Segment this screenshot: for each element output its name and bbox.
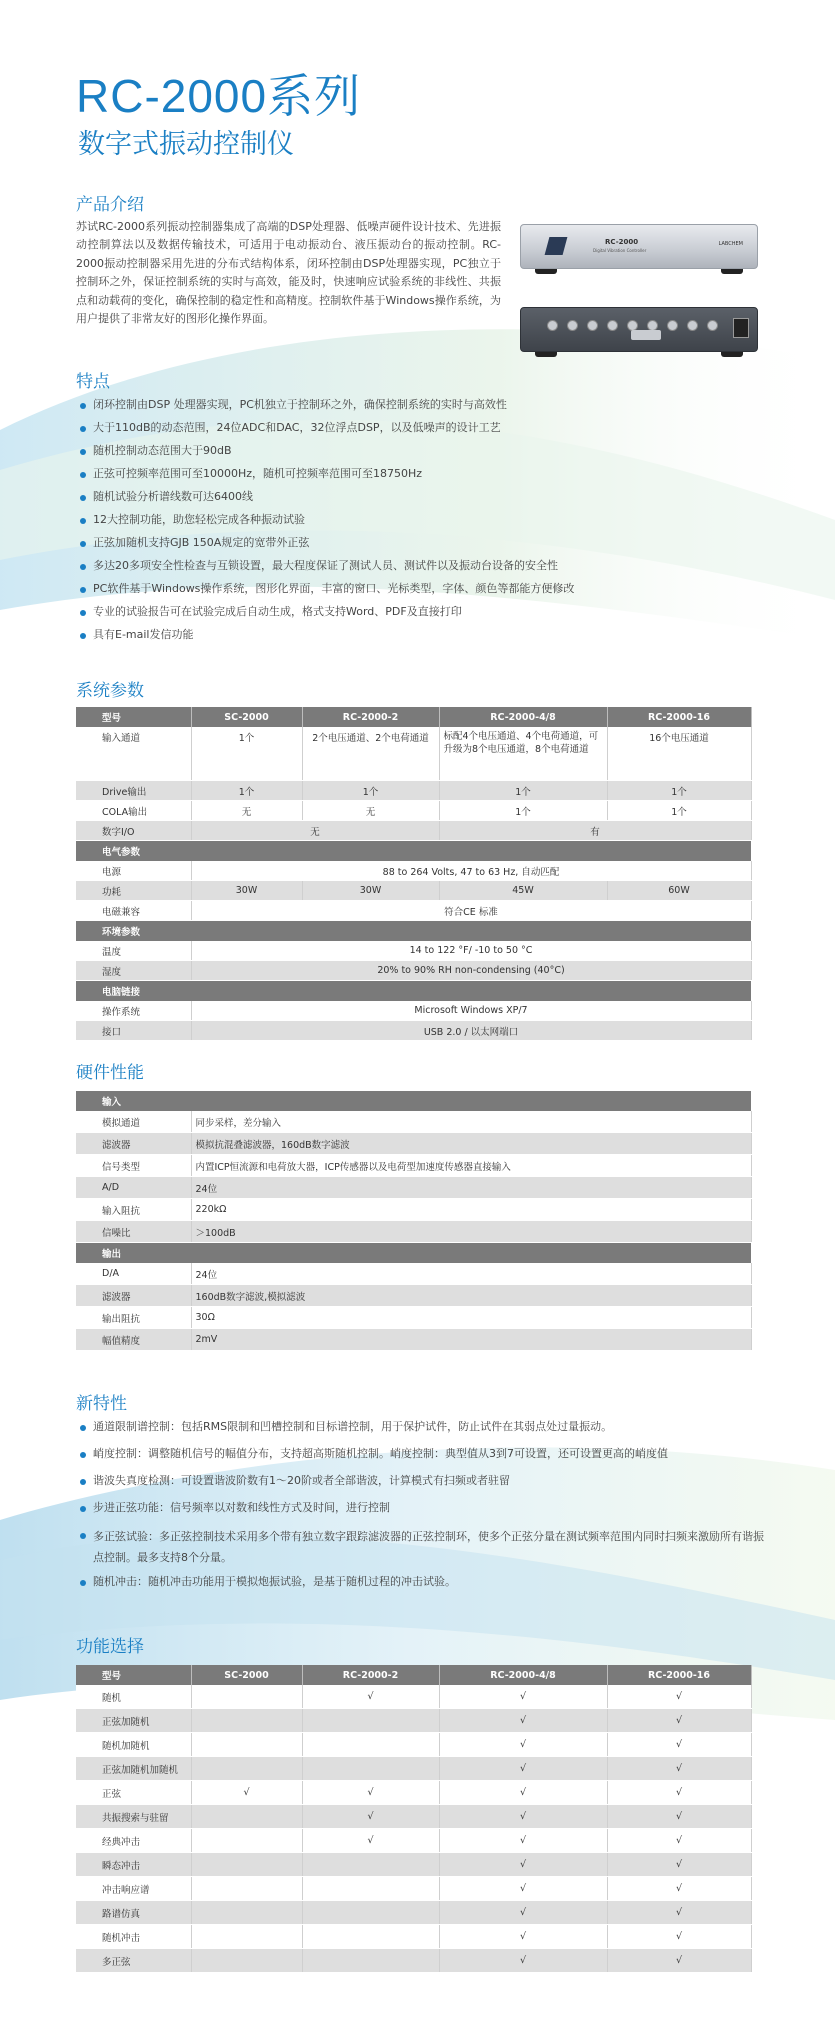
table-row: 随机 √ √ √	[76, 1685, 751, 1709]
table-row: 共振搜索与驻留 √ √ √	[76, 1805, 751, 1829]
table-row: 湿度 20% to 90% RH non-condensing (40°C)	[76, 961, 751, 981]
check-mark-cell: √	[439, 1709, 607, 1733]
list-item: 大于110dB的动态范围，24位ADC和DAC，32位浮点DSP，以及低噪声的设计工艺	[80, 419, 574, 442]
list-item: 随机控制动态范围大于90dB	[80, 442, 574, 465]
device-front-image	[520, 224, 758, 269]
check-mark-cell: √	[607, 1757, 751, 1781]
table-row: 输出阻抗 30Ω	[76, 1307, 751, 1329]
check-mark-cell: √	[607, 1901, 751, 1925]
table-header: RC-2000-4/8	[439, 1665, 607, 1685]
table-row: 数字I/O 无 有	[76, 821, 751, 841]
list-item: 通道限制谱控制：包括RMS限制和凹槽控制和目标谱控制，用于保护试件，防止试件在其弱点处过量振动。	[80, 1418, 773, 1445]
table-row: COLA输出 无 无 1个 1个	[76, 801, 751, 821]
check-mark-cell	[302, 1853, 439, 1877]
check-mark-cell: √	[439, 1877, 607, 1901]
page-title: RC-2000系列	[76, 70, 362, 122]
check-mark-cell	[191, 1949, 302, 1973]
table-row: 电源 88 to 264 Volts, 47 to 63 Hz, 自动匹配	[76, 861, 751, 881]
table-row: 温度 14 to 122 °F/ -10 to 50 °C	[76, 941, 751, 961]
list-item: 谐波失真度检测：可设置谐波阶数有1～20阶或者全部谐波，计算模式有扫频或者驻留	[80, 1472, 773, 1499]
check-mark-cell: √	[439, 1949, 607, 1973]
table-row: 多正弦 √ √	[76, 1949, 751, 1973]
check-mark-cell: √	[607, 1733, 751, 1757]
check-mark-cell: √	[607, 1781, 751, 1805]
table-row: Drive输出 1个 1个 1个 1个	[76, 781, 751, 801]
brand-logo-icon	[545, 237, 568, 255]
device-sublabel: Digital Vibration Controller	[593, 248, 647, 253]
check-mark-cell	[191, 1685, 302, 1709]
list-item: 峭度控制：调整随机信号的幅值分布，支持超高斯随机控制。峭度控制：典型值从3到7可设置，还可设置更高的峭度值	[80, 1445, 773, 1472]
check-mark-cell: √	[607, 1709, 751, 1733]
check-mark-cell: √	[439, 1853, 607, 1877]
list-item: 正弦可控频率范围可至10000Hz，随机可控频率范围可至18750Hz	[80, 465, 574, 488]
section-title-newfeatures: 新特性	[76, 1394, 127, 1414]
features-list	[80, 396, 574, 649]
check-mark-cell	[191, 1829, 302, 1853]
check-mark-cell	[302, 1757, 439, 1781]
section-title-sysparams: 系统参数	[76, 681, 144, 701]
check-mark-cell	[302, 1733, 439, 1757]
list-item: PC软件基于Windows操作系统，图形化界面，丰富的窗口、光标类型，字体、颜色等都能方便修改	[80, 580, 574, 603]
table-row: 瞬态冲击 √ √	[76, 1853, 751, 1877]
table-row: 滤波器 160dB数字滤波,模拟滤波	[76, 1285, 751, 1307]
table-row: 滤波器 模拟抗混叠滤波器，160dB数字滤波	[76, 1133, 751, 1155]
table-header: RC-2000-2	[302, 707, 439, 727]
table-row: 接口 USB 2.0 / 以太网端口	[76, 1021, 751, 1041]
table-row: A/D 24位	[76, 1177, 751, 1199]
list-item: 正弦加随机支持GJB 150A规定的宽带外正弦	[80, 534, 574, 557]
check-mark-cell	[191, 1805, 302, 1829]
table-row: 模拟通道 同步采样，差分输入	[76, 1111, 751, 1133]
table-header: RC-2000-2	[302, 1665, 439, 1685]
table-row: 正弦 √ √ √ √	[76, 1781, 751, 1805]
list-item: 专业的试验报告可在试验完成后自动生成，格式支持Word、PDF及直接打印	[80, 603, 574, 626]
table-group-row: 输出	[76, 1243, 751, 1264]
check-mark-cell: √	[607, 1949, 751, 1973]
check-mark-cell: √	[439, 1805, 607, 1829]
table-row: 正弦加随机加随机 √ √	[76, 1757, 751, 1781]
power-socket-icon	[733, 318, 749, 338]
device-back-image	[520, 307, 758, 352]
section-title-options: 功能选择	[76, 1637, 144, 1657]
table-row: 路谱仿真 √ √	[76, 1901, 751, 1925]
check-mark-cell	[302, 1901, 439, 1925]
device-label: RC-2000	[605, 238, 639, 246]
table-group-row: 电脑链接	[76, 981, 751, 1002]
list-item: 随机冲击：随机冲击功能用于模拟炮振试验，是基于随机过程的冲击试验。	[80, 1573, 773, 1600]
check-mark-cell: √	[439, 1757, 607, 1781]
table-group-row: 电气参数	[76, 841, 751, 862]
check-mark-cell: √	[439, 1925, 607, 1949]
table-header: RC-2000-16	[607, 707, 751, 727]
check-mark-cell	[191, 1853, 302, 1877]
hardware-table	[76, 1091, 752, 1351]
table-header: SC-2000	[191, 1665, 302, 1685]
check-mark-cell: √	[607, 1853, 751, 1877]
table-row: 幅值精度 2mV	[76, 1329, 751, 1351]
table-row: 电磁兼容 符合CE 标准	[76, 901, 751, 921]
new-features-list	[80, 1418, 773, 1600]
check-mark-cell: √	[607, 1829, 751, 1853]
check-mark-cell	[191, 1709, 302, 1733]
check-mark-cell: √	[607, 1877, 751, 1901]
table-row: 经典冲击 √ √ √	[76, 1829, 751, 1853]
check-mark-cell	[191, 1925, 302, 1949]
table-row: 冲击响应谱 √ √	[76, 1877, 751, 1901]
list-item: 步进正弦功能：信号频率以对数和线性方式及时间，进行控制	[80, 1499, 773, 1526]
check-mark-cell: √	[191, 1781, 302, 1805]
table-row: 信号类型 内置ICP恒流源和电荷放大器，ICP传感器以及电荷型加速度传感器直接输入	[76, 1155, 751, 1177]
page-subtitle: 数字式振动控制仪	[78, 129, 294, 160]
check-mark-cell	[191, 1877, 302, 1901]
check-mark-cell	[302, 1877, 439, 1901]
table-row: D/A 24位	[76, 1263, 751, 1285]
check-mark-cell: √	[302, 1685, 439, 1709]
table-header: 型号	[76, 707, 191, 727]
table-row: 输入阻抗 220kΩ	[76, 1199, 751, 1221]
table-header: RC-2000-16	[607, 1665, 751, 1685]
table-header: 型号	[76, 1665, 191, 1685]
list-item: 闭环控制由DSP 处理器实现，PC机独立于控制环之外，确保控制系统的实时与高效性	[80, 396, 574, 419]
table-header: RC-2000-4/8	[439, 707, 607, 727]
table-row: 随机加随机 √ √	[76, 1733, 751, 1757]
table-header: SC-2000	[191, 707, 302, 727]
check-mark-cell	[191, 1733, 302, 1757]
check-mark-cell	[191, 1757, 302, 1781]
check-mark-cell: √	[302, 1829, 439, 1853]
check-mark-cell: √	[607, 1685, 751, 1709]
section-title-intro: 产品介绍	[76, 195, 144, 215]
check-mark-cell: √	[302, 1781, 439, 1805]
check-mark-cell: √	[439, 1781, 607, 1805]
options-table	[76, 1665, 752, 1973]
table-row: 信噪比 ＞100dB	[76, 1221, 751, 1243]
check-mark-cell	[302, 1709, 439, 1733]
check-mark-cell	[191, 1901, 302, 1925]
section-title-features: 特点	[76, 372, 110, 392]
check-mark-cell: √	[439, 1829, 607, 1853]
list-item: 多正弦试验：多正弦控制技术采用多个带有独立数字跟踪滤波器的正弦控制环，使多个正弦分量在测试频率范围内同时扫频来激励所有谐振点控制。最多支持8个分量。	[80, 1526, 773, 1573]
list-item: 具有E-mail发信功能	[80, 626, 574, 649]
table-group-row: 输入	[76, 1091, 751, 1111]
sysparams-table	[76, 707, 752, 1041]
table-row: 功耗 30W 30W 45W 60W	[76, 881, 751, 901]
list-item: 多达20多项安全性检查与互锁设置，最大程度保证了测试人员、测试件以及振动台设备的安全性	[80, 557, 574, 580]
check-mark-cell: √	[607, 1805, 751, 1829]
check-mark-cell: √	[607, 1925, 751, 1949]
section-title-hardware: 硬件性能	[76, 1063, 144, 1083]
device-brand: LABCHEM	[718, 241, 743, 247]
check-mark-cell	[302, 1949, 439, 1973]
list-item: 随机试验分析谱线数可达6400线	[80, 488, 574, 511]
table-row: 操作系统 Microsoft Windows XP/7	[76, 1001, 751, 1021]
check-mark-cell: √	[302, 1805, 439, 1829]
list-item: 12大控制功能，助您轻松完成各种振动试验	[80, 511, 574, 534]
check-mark-cell: √	[439, 1685, 607, 1709]
table-row: 输入通道 1个 2个电压通道、2个电荷通道 标配4个电压通道、4个电荷通道，可升级为8个电压通道，8个电荷通道 16个电压通道	[76, 727, 751, 781]
check-mark-cell: √	[439, 1733, 607, 1757]
table-group-row: 环境参数	[76, 921, 751, 942]
table-row: 随机冲击 √ √	[76, 1925, 751, 1949]
check-mark-cell	[302, 1925, 439, 1949]
check-mark-cell: √	[439, 1901, 607, 1925]
table-row: 正弦加随机 √ √	[76, 1709, 751, 1733]
intro-text: 苏试RC-2000系列振动控制器集成了高端的DSP处理器、低噪声硬件设计技术、先进振动控制算法以及数据传输技术，可适用于电动振动台、液压振动台的振动控制。RC-2000振动控制器采用先进的分布式结构体系，闭环控制由DSP处理器实现，PC独立于控制环之外，保证控制系统的实时与高效，能及时，快速响应试验系统的非线性、共振点和动载荷的变化，确保控制的稳定性和高精度。控制软件基于Windows操作系统，为用户提供了非常友好的图形化操作界面。	[76, 220, 501, 326]
